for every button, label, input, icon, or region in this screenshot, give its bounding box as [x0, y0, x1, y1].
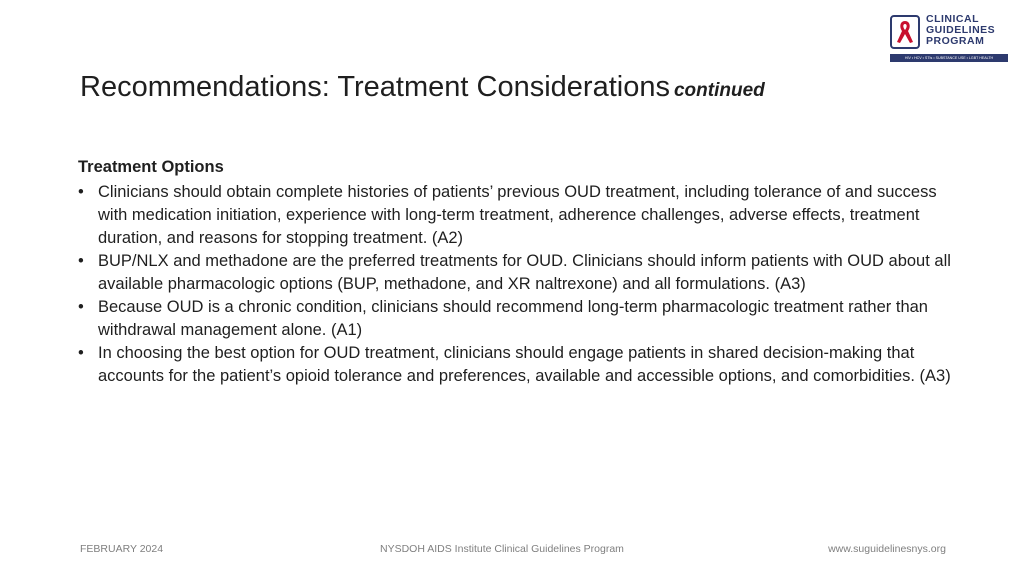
list-item-text: Clinicians should obtain complete histories of patients’ previous OUD treatment, including tolerance of and success with medication initiation, experience with long-term treatment, adherence challenges, adverse effects, treatment duration, and reasons for stopping treatment. (A2) — [98, 183, 937, 247]
list-item-text: BUP/NLX and methadone are the preferred treatments for OUD. Clinicians should inform patients with OUD about all available pharmacologic options (BUP, methadone, and XR naltrexone) and all formulations. (A3) — [98, 252, 951, 293]
footer-date: FEBRUARY 2024 — [80, 543, 164, 555]
logo-line-clinical: CLINICAL — [926, 13, 979, 25]
logo-tagline: HIV • HCV • STIs • SUBSTANCE USE • LGBT HEALTH — [890, 54, 1008, 62]
slide-title-main: Recommendations: Treatment Considerations — [80, 71, 670, 103]
slide-content — [78, 156, 958, 388]
awareness-ribbon-icon — [890, 15, 920, 49]
list-item-text: In choosing the best option for OUD treatment, clinicians should engage patients in shared decision-making that accounts for the patient’s opioid tolerance and preferences, available and accessible options, and comorbidities. (A3) — [98, 344, 951, 385]
footer-program-name: NYSDOH AIDS Institute Clinical Guidelines Program — [380, 543, 624, 555]
clinical-guidelines-logo — [890, 12, 1008, 64]
bullet-icon: • — [78, 298, 84, 316]
list-item-text: Because OUD is a chronic condition, clinicians should recommend long-term pharmacologic treatment rather than withdrawal management alone. (A1) — [98, 298, 928, 339]
list-item — [78, 296, 958, 342]
bullet-icon: • — [78, 252, 84, 270]
slide-title — [80, 66, 765, 112]
logo-wordmark — [926, 14, 995, 47]
logo-line-program: PROGRAM — [926, 35, 985, 47]
footer-website-url: www.suguidelinesnys.org — [828, 543, 946, 555]
bullet-icon: • — [78, 344, 84, 362]
section-heading: Treatment Options — [78, 158, 224, 176]
recommendation-list — [78, 181, 958, 388]
bullet-icon: • — [78, 183, 84, 201]
list-item — [78, 250, 958, 296]
slide-title-suffix: continued — [673, 80, 765, 101]
list-item — [78, 342, 958, 388]
logo-line-guidelines: GUIDELINES — [926, 24, 996, 36]
list-item — [78, 181, 958, 250]
